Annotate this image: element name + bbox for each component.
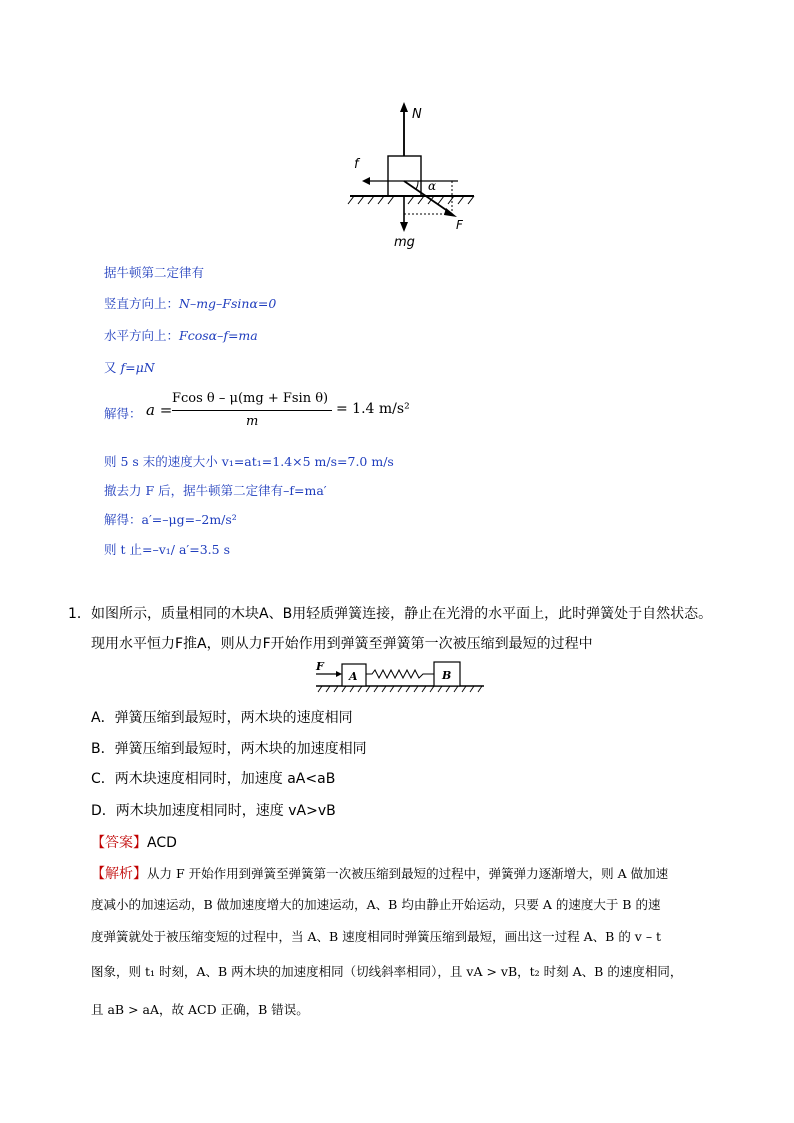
analysis-line-2: 度减小的加速运动，B 做加速度增大的加速运动，A、B 均由静止开始运动，只要 A 的速度大于 B 的速 xyxy=(91,897,661,912)
spring-block-diagram xyxy=(312,658,488,694)
F-label: F xyxy=(456,218,463,232)
solution-line-1: 据牛顿第二定律有 xyxy=(104,265,205,280)
f-label: f xyxy=(354,157,359,172)
option-c: C．两木块速度相同时，加速度 aA<aB xyxy=(91,771,336,787)
option-b: B．弹簧压缩到最短时，两木块的加速度相同 xyxy=(91,741,367,757)
answer-line xyxy=(91,832,177,852)
solution-line-6: 则 5 s 末的速度大小 v₁=at₁=1.4×5 m/s=7.0 m/s xyxy=(104,454,394,469)
solution-line-9: 则 t 止=–v₁/ a′=3.5 s xyxy=(104,542,230,557)
block-A-label: A xyxy=(349,670,358,683)
question-stem-line-2: 现用水平恒力F推A，则从力F开始作用到弹簧至弹簧第一次被压缩到最短的过程中 xyxy=(91,636,593,652)
analysis-line-5: 且 aB > aA，故 ACD 正确，B 错误。 xyxy=(91,1002,309,1017)
N-label: N xyxy=(412,107,422,122)
solution-line-2: 竖直方向上：N–mg–Fsinα=0 xyxy=(104,296,277,311)
answer-tag: 【答案】 xyxy=(91,835,147,851)
analysis-line-3: 度弹簧就处于被压缩变短的过程中，当 A、B 速度相同时弹簧压缩到最短，画出这一过程 A、B 的 v – t xyxy=(91,929,662,944)
F-label: F xyxy=(316,660,324,673)
force-diagram xyxy=(340,98,480,253)
mg-label: mg xyxy=(394,235,415,250)
question-number: 1． xyxy=(68,606,91,622)
solution-line-7: 撤去力 F 后，据牛顿第二定律有–f=ma′ xyxy=(104,483,327,498)
solution-line-4: 又 f=μN xyxy=(104,360,155,375)
answer-value: ACD xyxy=(147,835,177,851)
analysis-tag: 【解析】 xyxy=(91,866,147,882)
fraction-bar xyxy=(172,410,332,411)
alpha-label: α xyxy=(428,179,437,193)
solution-line-3: 水平方向上：Fcosα–f=ma xyxy=(104,328,258,343)
spring xyxy=(366,670,434,678)
question-stem-line-1: 如图所示，质量相同的木块A、B用轻质弹簧连接，静止在光滑的水平面上，此时弹簧处于自然状态。 xyxy=(91,606,713,622)
option-a: A．弹簧压缩到最短时，两木块的速度相同 xyxy=(91,710,353,726)
block-B-label: B xyxy=(442,669,452,682)
analysis-line-1: 【解析】从力 F 开始作用到弹簧至弹簧第一次被压缩到最短的过程中，弹簧弹力逐渐增大，则 A 做加速 xyxy=(91,866,669,882)
analysis-line-4: 图象，则 t₁ 时刻，A、B 两木块的加速度相同（切线斜率相同），且 vA > vB，t₂ 时刻 A、B 的速度相同， xyxy=(91,964,683,979)
option-d: D．两木块加速度相同时，速度 vA>vB xyxy=(91,803,336,819)
solution-line-8: 解得：a′=–μg=–2m/s² xyxy=(104,512,237,527)
solution-equation: 解得： a = Fcos θ – μ(mg + Fsin θ) m = 1.4 m/s² xyxy=(104,391,410,429)
